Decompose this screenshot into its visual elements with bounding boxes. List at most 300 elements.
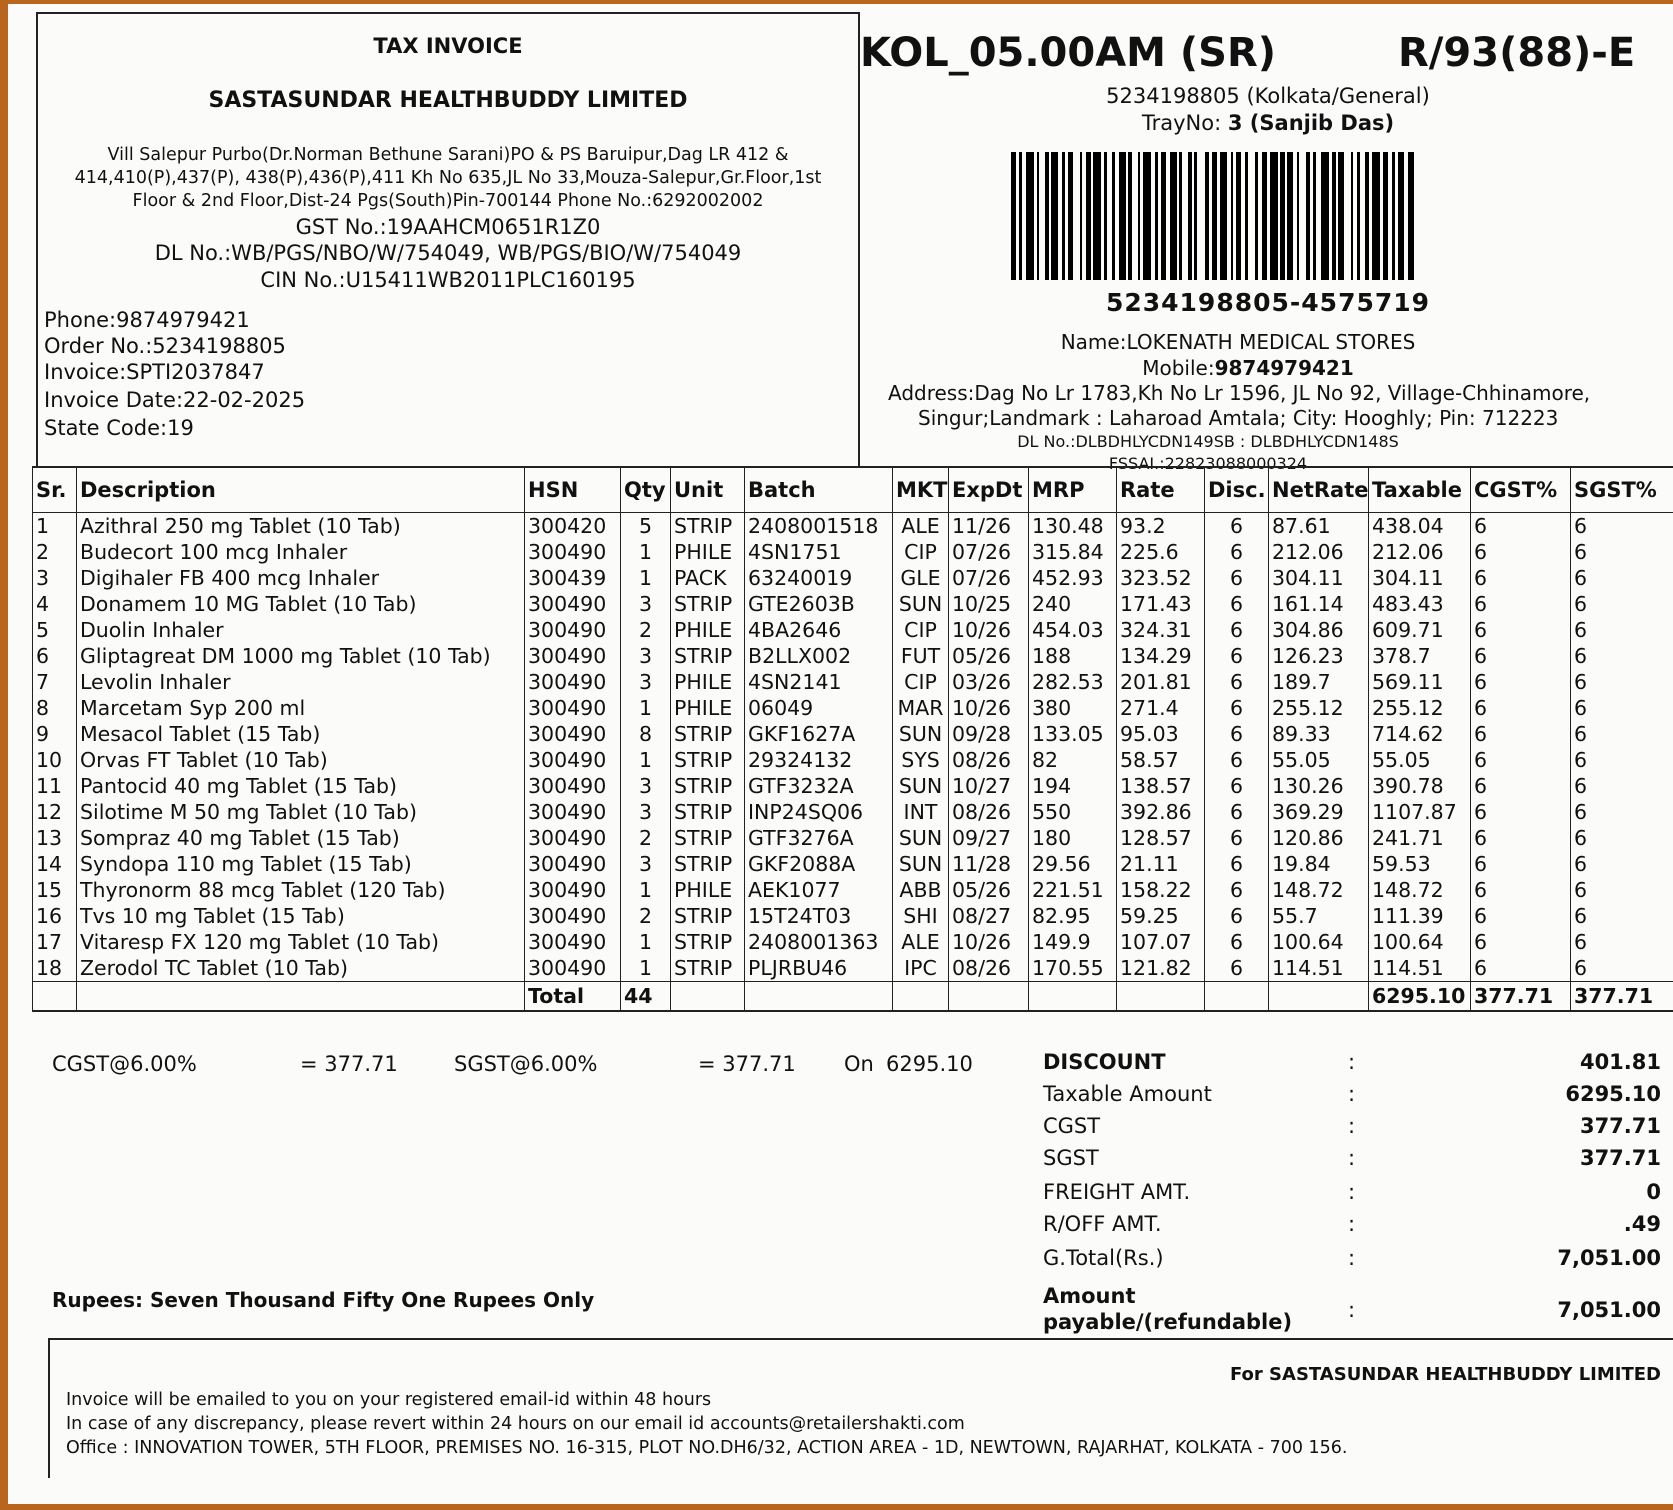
table-row <box>33 591 1673 617</box>
table-cell: 6 <box>1571 591 1673 617</box>
document-title: TAX INVOICE <box>373 34 523 58</box>
column-header: MKT <box>893 467 949 513</box>
table-cell: 6 <box>1471 617 1571 643</box>
table-cell: 3 <box>621 773 671 799</box>
table-cell: 114.51 <box>1369 955 1471 982</box>
tray-value: 3 (Sanjib Das) <box>1227 111 1395 135</box>
table-cell: 158.22 <box>1117 877 1205 903</box>
table-cell: Azithral 250 mg Tablet (10 Tab) <box>77 513 525 540</box>
table-cell: 300490 <box>525 903 621 929</box>
table-cell: 6 <box>1471 799 1571 825</box>
table-cell: Thyronorm 88 mcg Tablet (120 Tab) <box>77 877 525 903</box>
table-cell: ABB <box>893 877 949 903</box>
total-cell: Total <box>525 982 621 1012</box>
table-cell: 6 <box>1571 955 1673 982</box>
summary-label: R/OFF AMT. <box>1043 1212 1162 1236</box>
table-cell: IPC <box>893 955 949 982</box>
table-cell: 63240019 <box>745 565 893 591</box>
table-cell: 58.57 <box>1117 747 1205 773</box>
summary-colon: : <box>1348 1212 1356 1236</box>
column-header: Unit <box>671 467 745 513</box>
table-cell: 126.23 <box>1269 643 1369 669</box>
table-cell: Levolin Inhaler <box>77 669 525 695</box>
summary-label: Taxable Amount <box>1043 1082 1212 1106</box>
table-cell: 16 <box>33 903 77 929</box>
empty-cell <box>949 982 1029 1012</box>
table-cell: 5 <box>621 513 671 540</box>
table-cell: 55.05 <box>1269 747 1369 773</box>
table-cell: Gliptagreat DM 1000 mg Tablet (10 Tab) <box>77 643 525 669</box>
customer-name: Name:LOKENATH MEDICAL STORES <box>1060 330 1416 354</box>
table-cell: 2 <box>621 617 671 643</box>
table-cell: 6 <box>1205 799 1269 825</box>
table-cell: 300490 <box>525 799 621 825</box>
table-cell: ALE <box>893 929 949 955</box>
table-cell: STRIP <box>671 721 745 747</box>
table-row <box>33 669 1673 695</box>
table-cell: 378.7 <box>1369 643 1471 669</box>
footer-left-border <box>48 1338 50 1478</box>
table-cell: 189.7 <box>1269 669 1369 695</box>
table-cell: 271.4 <box>1117 695 1205 721</box>
summary-value: 7,051.00 <box>1557 1246 1661 1270</box>
order-phone: Phone:9874979421 <box>44 308 250 332</box>
table-row <box>33 773 1673 799</box>
empty-cell <box>1269 982 1369 1012</box>
table-cell: 8 <box>33 695 77 721</box>
table-cell: 6 <box>1205 695 1269 721</box>
table-cell: 6 <box>1205 513 1269 540</box>
table-cell: 6 <box>1471 669 1571 695</box>
table-cell: 282.53 <box>1029 669 1117 695</box>
table-cell: 6 <box>1571 539 1673 565</box>
table-cell: 18 <box>33 955 77 982</box>
table-cell: 11/26 <box>949 513 1029 540</box>
summary-label: SGST <box>1043 1146 1099 1170</box>
table-cell: Pantocid 40 mg Tablet (15 Tab) <box>77 773 525 799</box>
table-cell: 6 <box>1471 929 1571 955</box>
table-cell: 59.25 <box>1117 903 1205 929</box>
mobile-value: 9874979421 <box>1214 356 1354 380</box>
footer-line2: In case of any discrepancy, please revert within 24 hours on our email id accounts@retailershakti.com <box>66 1414 965 1434</box>
table-cell: 438.04 <box>1369 513 1471 540</box>
table-cell: 6 <box>1205 539 1269 565</box>
table-cell: 6 <box>1205 877 1269 903</box>
table-cell: 6 <box>1571 617 1673 643</box>
table-cell: 483.43 <box>1369 591 1471 617</box>
table-row <box>33 903 1673 929</box>
table-cell: 87.61 <box>1269 513 1369 540</box>
empty-cell <box>77 982 525 1012</box>
summary-label: CGST <box>1043 1114 1101 1138</box>
table-cell: 6 <box>1571 643 1673 669</box>
table-cell: STRIP <box>671 903 745 929</box>
customer-address-line2: Singur;Landmark : Laharoad Amtala; City: Hooghly; Pin: 712223 <box>918 406 1559 430</box>
table-cell: 300490 <box>525 877 621 903</box>
table-cell: 10/26 <box>949 695 1029 721</box>
table-cell: 130.48 <box>1029 513 1117 540</box>
table-cell: 4SN1751 <box>745 539 893 565</box>
table-cell: 6 <box>1471 851 1571 877</box>
table-cell: 6 <box>1571 799 1673 825</box>
table-cell: 304.11 <box>1369 565 1471 591</box>
total-cell: 377.71 <box>1571 982 1673 1012</box>
table-cell: 10/25 <box>949 591 1029 617</box>
table-cell: 6 <box>1205 643 1269 669</box>
table-cell: GLE <box>893 565 949 591</box>
left-border <box>36 12 38 466</box>
payable-label-line1: Amount <box>1043 1284 1136 1308</box>
table-cell: 15 <box>33 877 77 903</box>
table-cell: 6 <box>1571 825 1673 851</box>
column-header: Taxable <box>1369 467 1471 513</box>
table-cell: GKF2088A <box>745 851 893 877</box>
table-cell: 6 <box>1471 903 1571 929</box>
on-value: 6295.10 <box>886 1052 973 1076</box>
table-cell: 14 <box>33 851 77 877</box>
empty-cell <box>671 982 745 1012</box>
table-cell: PHILE <box>671 877 745 903</box>
table-cell: 1 <box>621 747 671 773</box>
table-cell: 161.14 <box>1269 591 1369 617</box>
table-cell: STRIP <box>671 799 745 825</box>
table-cell: 5 <box>33 617 77 643</box>
table-cell: 8 <box>621 721 671 747</box>
table-row <box>33 851 1673 877</box>
table-row <box>33 565 1673 591</box>
table-cell: 6 <box>1205 721 1269 747</box>
signatory: For SASTASUNDAR HEALTHBUDDY LIMITED <box>1229 1364 1661 1385</box>
table-cell: STRIP <box>671 851 745 877</box>
table-cell: 609.71 <box>1369 617 1471 643</box>
customer-fssai: FSSAI.:22823088000324 <box>1108 454 1308 473</box>
table-cell: 6 <box>1205 747 1269 773</box>
table-cell: SUN <box>893 851 949 877</box>
customer-dl: DL No.:DLBDHLYCDN149SB : DLBDHLYCDN148S <box>1017 432 1399 451</box>
tray-number <box>988 111 1548 135</box>
table-cell: 6 <box>1471 565 1571 591</box>
table-cell: 05/26 <box>949 877 1029 903</box>
table-cell: 138.57 <box>1117 773 1205 799</box>
table-cell: 07/26 <box>949 565 1029 591</box>
table-cell: 194 <box>1029 773 1117 799</box>
table-cell: 12 <box>33 799 77 825</box>
table-cell: 454.03 <box>1029 617 1117 643</box>
table-cell: CIP <box>893 669 949 695</box>
table-cell: 300490 <box>525 695 621 721</box>
table-cell: 111.39 <box>1369 903 1471 929</box>
table-cell: 29.56 <box>1029 851 1117 877</box>
table-cell: 100.64 <box>1269 929 1369 955</box>
table-cell: 133.05 <box>1029 721 1117 747</box>
total-cell: 6295.10 <box>1369 982 1471 1012</box>
table-cell: 323.52 <box>1117 565 1205 591</box>
table-cell: 19.84 <box>1269 851 1369 877</box>
table-cell: 6 <box>1571 877 1673 903</box>
table-cell: 4BA2646 <box>745 617 893 643</box>
seller-name: SASTASUNDAR HEALTHBUDDY LIMITED <box>208 88 688 113</box>
table-cell: 392.86 <box>1117 799 1205 825</box>
column-header: Rate <box>1117 467 1205 513</box>
state-code: State Code:19 <box>44 416 194 440</box>
table-cell: 255.12 <box>1369 695 1471 721</box>
route-label: KOL_05.00AM (SR) <box>860 30 1277 76</box>
table-cell: PHILE <box>671 539 745 565</box>
items-table <box>32 466 1673 1012</box>
table-cell: 4 <box>33 591 77 617</box>
table-cell: 6 <box>1571 513 1673 540</box>
table-cell: 89.33 <box>1269 721 1369 747</box>
table-cell: 714.62 <box>1369 721 1471 747</box>
table-cell: STRIP <box>671 591 745 617</box>
table-cell: 6 <box>1571 695 1673 721</box>
table-cell: STRIP <box>671 825 745 851</box>
table-cell: 6 <box>1471 695 1571 721</box>
table-cell: GKF1627A <box>745 721 893 747</box>
table-cell: 128.57 <box>1117 825 1205 851</box>
empty-cell <box>33 982 77 1012</box>
table-cell: 6 <box>1571 747 1673 773</box>
table-cell: 100.64 <box>1369 929 1471 955</box>
footer-line3: Office : INNOVATION TOWER, 5TH FLOOR, PREMISES NO. 16-315, PLOT NO.DH6/32, ACTION AREA - 1D, NEWTOWN, RAJARHAT, KOLKATA - 700 156. <box>66 1438 1348 1458</box>
summary-value: 0 <box>1646 1180 1661 1204</box>
table-cell: 130.26 <box>1269 773 1369 799</box>
table-cell: GTE2603B <box>745 591 893 617</box>
table-row <box>33 799 1673 825</box>
table-cell: 6 <box>1205 903 1269 929</box>
empty-cell <box>1117 982 1205 1012</box>
table-cell: 10/27 <box>949 773 1029 799</box>
order-number: Order No.:5234198805 <box>44 334 286 358</box>
table-cell: Marcetam Syp 200 ml <box>77 695 525 721</box>
table-cell: 180 <box>1029 825 1117 851</box>
table-cell: 201.81 <box>1117 669 1205 695</box>
table-cell: Budecort 100 mcg Inhaler <box>77 539 525 565</box>
summary-colon: : <box>1348 1246 1356 1270</box>
table-cell: 6 <box>1571 903 1673 929</box>
table-row <box>33 747 1673 773</box>
table-cell: 300490 <box>525 929 621 955</box>
table-cell: 6 <box>1205 851 1269 877</box>
column-header: ExpDt <box>949 467 1029 513</box>
column-header: Batch <box>745 467 893 513</box>
table-cell: 6 <box>1471 773 1571 799</box>
summary-value: 401.81 <box>1579 1050 1661 1074</box>
seller-gst: GST No.:19AAHCM0651R1Z0 <box>295 215 601 239</box>
table-cell: STRIP <box>671 955 745 982</box>
empty-cell <box>893 982 949 1012</box>
seller-cin: CIN No.:U15411WB2011PLC160195 <box>260 268 636 292</box>
table-row <box>33 643 1673 669</box>
table-row <box>33 955 1673 982</box>
summary-colon: : <box>1348 1114 1356 1138</box>
table-cell: 6 <box>1205 617 1269 643</box>
table-row <box>33 825 1673 851</box>
table-cell: 2408001518 <box>745 513 893 540</box>
table-cell: 10/26 <box>949 929 1029 955</box>
table-row <box>33 695 1673 721</box>
column-header: HSN <box>525 467 621 513</box>
table-cell: 21.11 <box>1117 851 1205 877</box>
table-cell: 6 <box>1205 591 1269 617</box>
table-cell: 55.7 <box>1269 903 1369 929</box>
table-cell: 1 <box>621 539 671 565</box>
table-cell: 6 <box>1571 851 1673 877</box>
table-cell: 1 <box>33 513 77 540</box>
footer-line1: Invoice will be emailed to you on your registered email-id within 48 hours <box>66 1390 712 1410</box>
table-cell: STRIP <box>671 773 745 799</box>
table-cell: 300490 <box>525 721 621 747</box>
table-cell: FUT <box>893 643 949 669</box>
top-border <box>36 12 860 14</box>
table-cell: 300490 <box>525 955 621 982</box>
table-cell: 9 <box>33 721 77 747</box>
total-cell: 44 <box>621 982 671 1012</box>
table-cell: 1107.87 <box>1369 799 1471 825</box>
table-cell: 121.82 <box>1117 955 1205 982</box>
customer-mobile <box>998 356 1498 380</box>
column-header: MRP <box>1029 467 1117 513</box>
table-cell: 93.2 <box>1117 513 1205 540</box>
invoice-date: Invoice Date:22-02-2025 <box>44 388 306 412</box>
table-cell: PACK <box>671 565 745 591</box>
column-header: Disc. <box>1205 467 1269 513</box>
mobile-label: Mobile: <box>1142 356 1215 380</box>
column-header: SGST% <box>1571 467 1673 513</box>
table-cell: SHI <box>893 903 949 929</box>
table-cell: 240 <box>1029 591 1117 617</box>
empty-cell <box>1029 982 1117 1012</box>
summary-colon: : <box>1348 1180 1356 1204</box>
footer-divider <box>48 1338 1673 1340</box>
table-cell: 59.53 <box>1369 851 1471 877</box>
table-cell: 13 <box>33 825 77 851</box>
order-reference: 5234198805 (Kolkata/General) <box>1106 84 1430 108</box>
summary-colon: : <box>1348 1082 1356 1106</box>
table-cell: 3 <box>621 669 671 695</box>
table-cell: STRIP <box>671 643 745 669</box>
seller-address-line3: Floor & 2nd Floor,Dist-24 Pgs(South)Pin-700144 Phone No.:6292002002 <box>132 191 764 211</box>
table-cell: 55.05 <box>1369 747 1471 773</box>
customer-address-line1: Address:Dag No Lr 1783,Kh No Lr 1596, JL No 92, Village-Chhinamore, <box>888 381 1591 405</box>
cgst-value: = 377.71 <box>300 1052 398 1076</box>
table-cell: 550 <box>1029 799 1117 825</box>
table-cell: 6 <box>1471 539 1571 565</box>
table-cell: 300490 <box>525 643 621 669</box>
table-cell: 300490 <box>525 773 621 799</box>
payable-label-line2: payable/(refundable) <box>1043 1310 1293 1334</box>
table-cell: 6 <box>33 643 77 669</box>
table-cell: 11 <box>33 773 77 799</box>
table-cell: 300439 <box>525 565 621 591</box>
table-cell: 4SN2141 <box>745 669 893 695</box>
table-cell: STRIP <box>671 929 745 955</box>
table-cell: INP24SQ06 <box>745 799 893 825</box>
table-cell: 3 <box>621 799 671 825</box>
table-cell: 300490 <box>525 669 621 695</box>
table-cell: CIP <box>893 539 949 565</box>
table-cell: 6 <box>1571 773 1673 799</box>
table-cell: 6 <box>1571 929 1673 955</box>
table-cell: 300490 <box>525 851 621 877</box>
table-cell: 6 <box>1571 669 1673 695</box>
table-cell: SUN <box>893 721 949 747</box>
table-cell: 7 <box>33 669 77 695</box>
seller-dl: DL No.:WB/PGS/NBO/W/754049, WB/PGS/BIO/W/754049 <box>154 241 742 265</box>
table-cell: Syndopa 110 mg Tablet (15 Tab) <box>77 851 525 877</box>
cgst-label: CGST@6.00% <box>52 1052 197 1076</box>
table-cell: 148.72 <box>1269 877 1369 903</box>
column-header: Description <box>77 467 525 513</box>
table-cell: ALE <box>893 513 949 540</box>
table-cell: 225.6 <box>1117 539 1205 565</box>
table-cell: 08/26 <box>949 799 1029 825</box>
table-cell: INT <box>893 799 949 825</box>
table-cell: 2 <box>33 539 77 565</box>
table-cell: 82 <box>1029 747 1117 773</box>
table-cell: 08/26 <box>949 747 1029 773</box>
table-cell: 212.06 <box>1369 539 1471 565</box>
table-row <box>33 877 1673 903</box>
table-header-row <box>33 467 1673 513</box>
table-cell: 6 <box>1471 513 1571 540</box>
table-row <box>33 617 1673 643</box>
table-cell: 6 <box>1471 747 1571 773</box>
route-code: R/93(88)-E <box>1398 30 1636 76</box>
table-cell: PHILE <box>671 695 745 721</box>
table-cell: 29324132 <box>745 747 893 773</box>
table-cell: Vitaresp FX 120 mg Tablet (10 Tab) <box>77 929 525 955</box>
table-cell: Duolin Inhaler <box>77 617 525 643</box>
table-cell: 324.31 <box>1117 617 1205 643</box>
table-cell: 300420 <box>525 513 621 540</box>
table-cell: STRIP <box>671 513 745 540</box>
table-cell: 380 <box>1029 695 1117 721</box>
invoice-number: Invoice:SPTI2037847 <box>44 360 265 384</box>
table-cell: 315.84 <box>1029 539 1117 565</box>
table-cell: 114.51 <box>1269 955 1369 982</box>
table-cell: 08/26 <box>949 955 1029 982</box>
empty-cell <box>745 982 893 1012</box>
table-cell: Donamem 10 MG Tablet (10 Tab) <box>77 591 525 617</box>
table-cell: 05/26 <box>949 643 1029 669</box>
table-cell: 300490 <box>525 617 621 643</box>
table-cell: 1 <box>621 877 671 903</box>
table-row <box>33 513 1673 540</box>
table-cell: 6 <box>1205 565 1269 591</box>
table-cell: Silotime M 50 mg Tablet (10 Tab) <box>77 799 525 825</box>
table-row <box>33 721 1673 747</box>
table-cell: 6 <box>1571 721 1673 747</box>
column-header: Sr. <box>33 467 77 513</box>
table-cell: Digihaler FB 400 mcg Inhaler <box>77 565 525 591</box>
table-cell: GTF3232A <box>745 773 893 799</box>
table-cell: 120.86 <box>1269 825 1369 851</box>
seller-header <box>38 12 860 466</box>
table-cell: 255.12 <box>1269 695 1369 721</box>
table-cell: 3 <box>33 565 77 591</box>
table-cell: PLJRBU46 <box>745 955 893 982</box>
table-cell: 08/27 <box>949 903 1029 929</box>
table-cell: SUN <box>893 591 949 617</box>
table-cell: 304.11 <box>1269 565 1369 591</box>
table-cell: 3 <box>621 643 671 669</box>
summary-colon: : <box>1348 1050 1356 1074</box>
table-cell: Sompraz 40 mg Tablet (15 Tab) <box>77 825 525 851</box>
table-cell: 221.51 <box>1029 877 1117 903</box>
table-cell: 03/26 <box>949 669 1029 695</box>
summary-label: FREIGHT AMT. <box>1043 1180 1191 1204</box>
